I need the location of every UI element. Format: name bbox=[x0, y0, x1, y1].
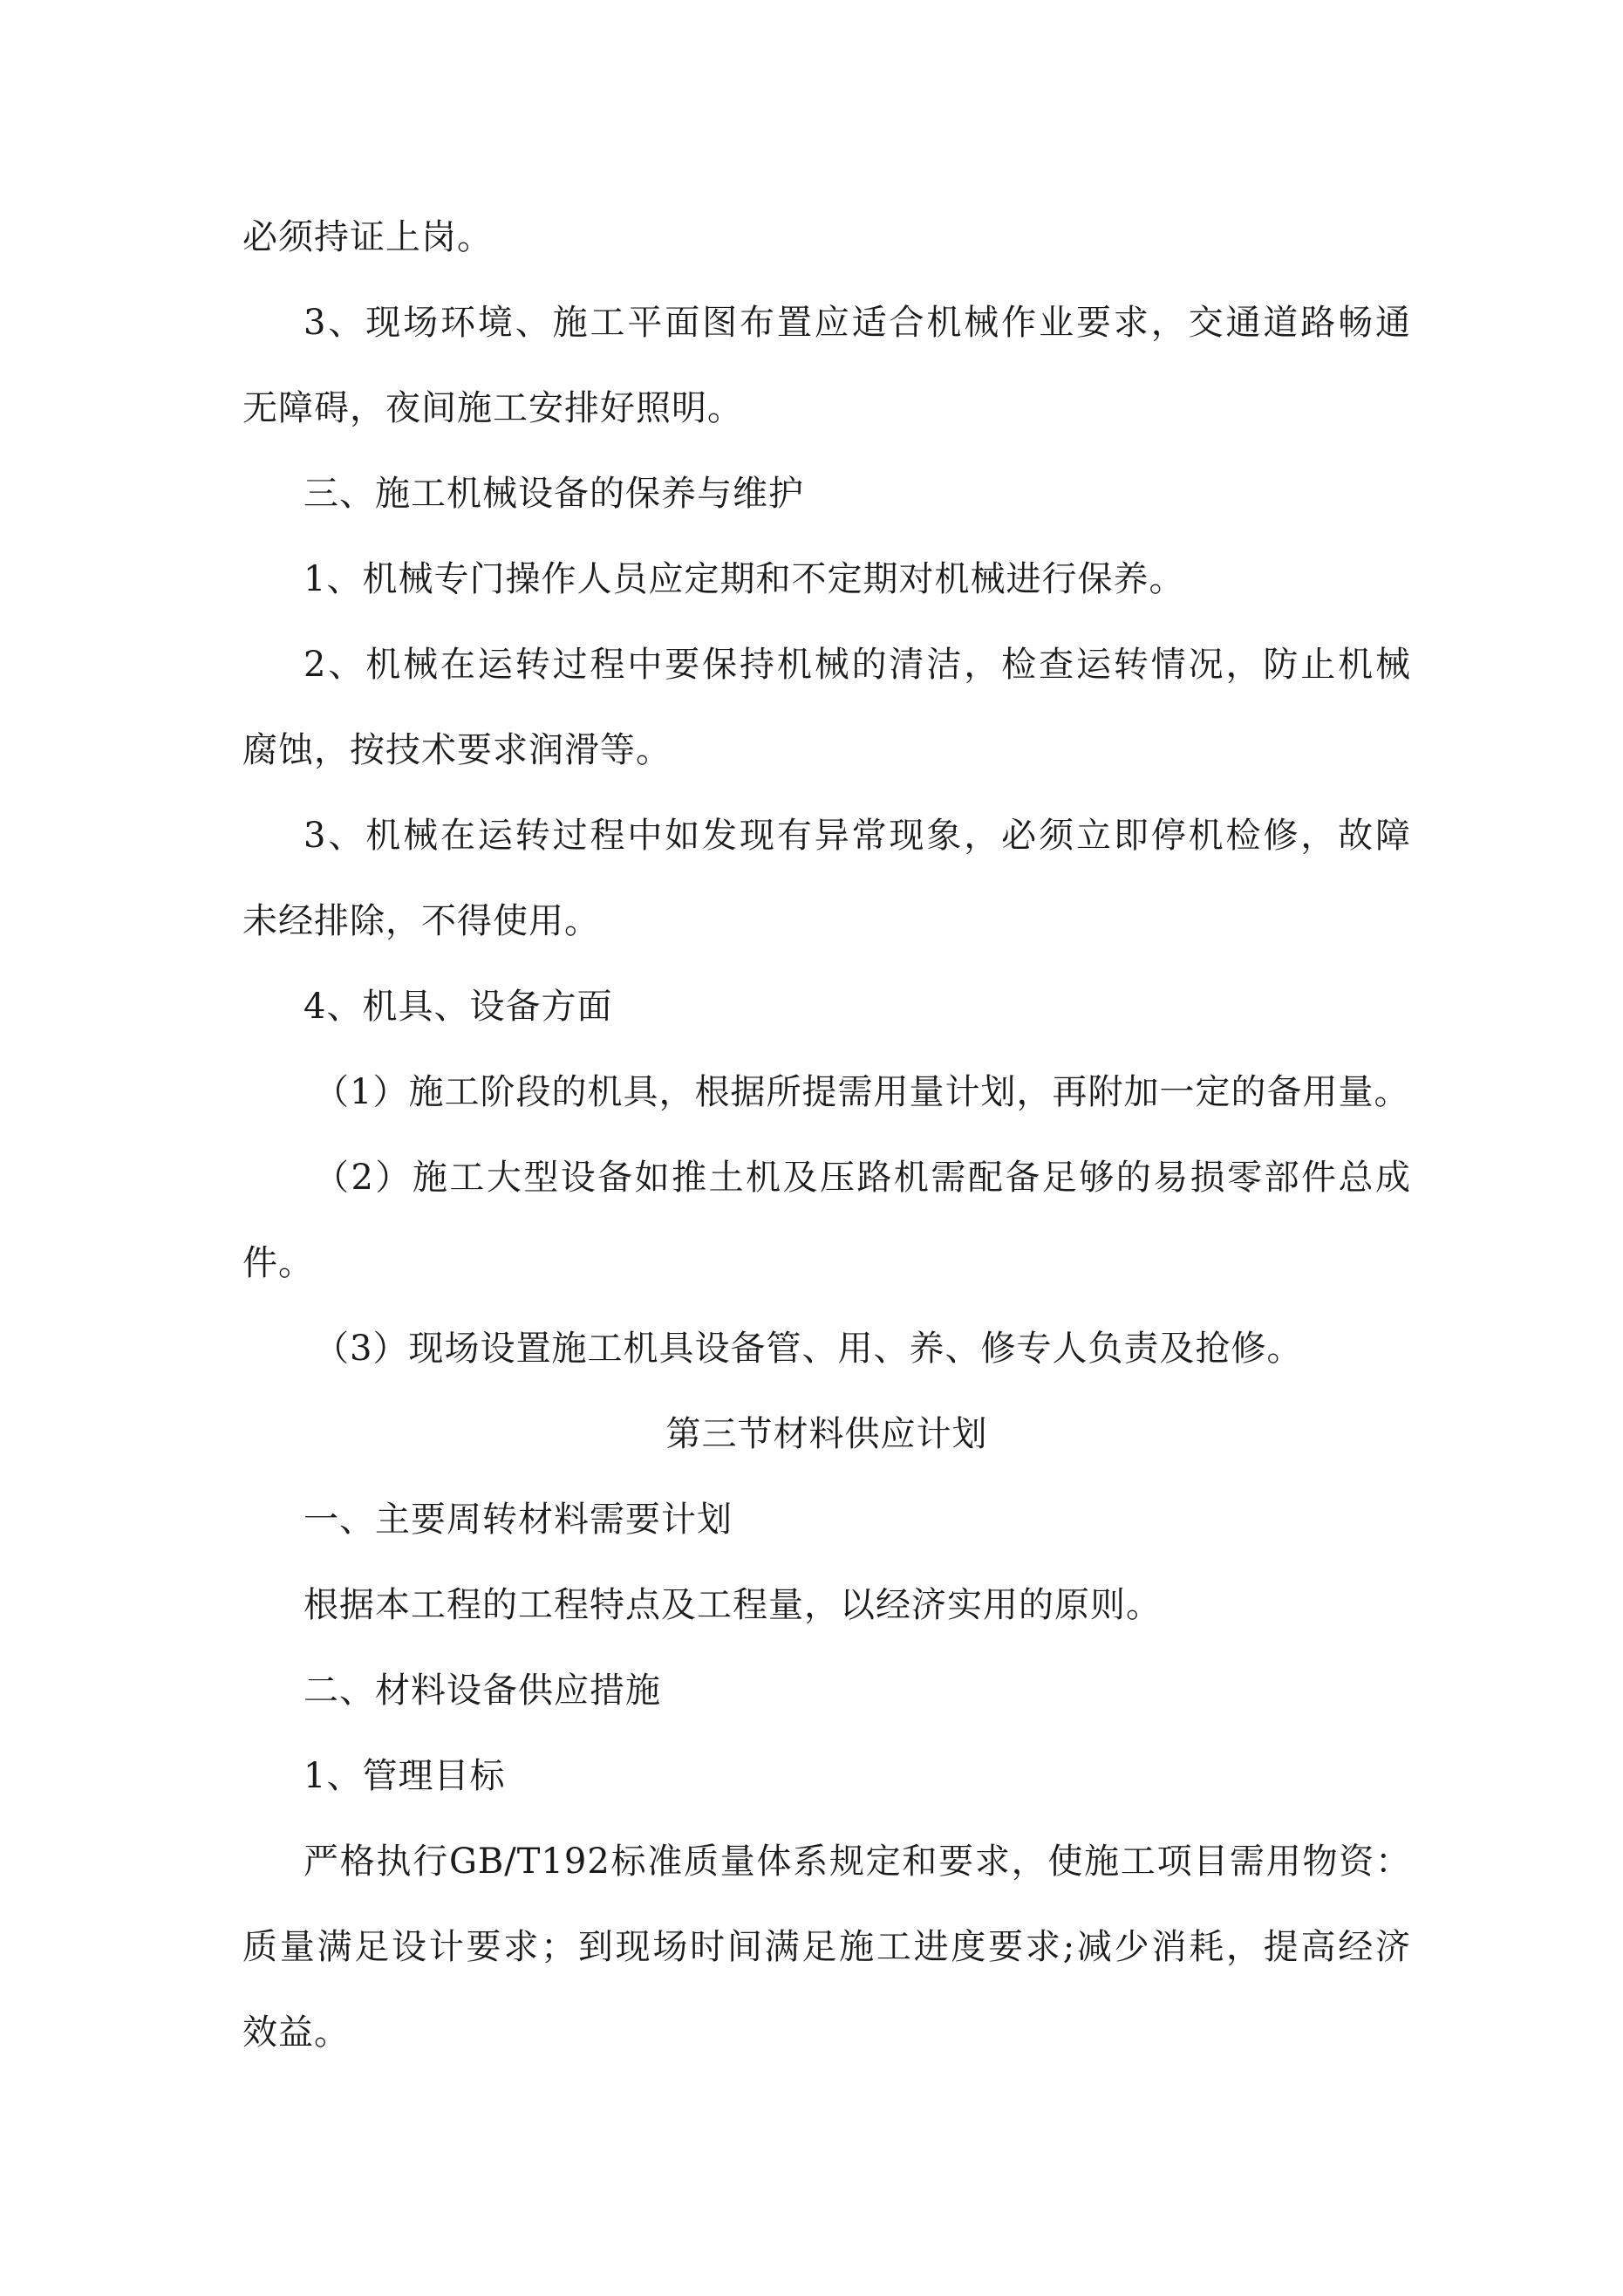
paragraph-line: （1）施工阶段的机具，根据所提需用量计划，再附加一定的备用量。 bbox=[314, 1072, 1410, 1112]
paragraph-line: 质量满足设计要求；到现场时间满足施工进度要求;减少消耗，提高经济 bbox=[242, 1927, 1411, 1967]
paragraph-line: 4、机具、设备方面 bbox=[303, 987, 613, 1027]
paragraph-line: （2）施工大型设备如推土机及压路机需配备足够的易损零部件总成 bbox=[314, 1158, 1411, 1198]
paragraph-line: 件。 bbox=[242, 1243, 314, 1283]
paragraph-line: 3、机械在运转过程中如发现有异常现象，必须立即停机检修，故障 bbox=[303, 816, 1411, 856]
paragraph-line: 必须持证上岗。 bbox=[242, 217, 493, 257]
section-heading: 三、施工机械设备的保养与维护 bbox=[303, 474, 804, 514]
paragraph-line: 根据本工程的工程特点及工程量，以经济实用的原则。 bbox=[303, 1585, 1162, 1625]
section-heading: 一、主要周转材料需要计划 bbox=[303, 1500, 733, 1540]
paragraph-line: （3）现场设置施工机具设备管、用、养、修专人负责及抢修。 bbox=[314, 1329, 1303, 1369]
paragraph-line: 效益。 bbox=[242, 2012, 350, 2053]
paragraph-line: 3、现场环境、施工平面图布置应适合机械作业要求，交通道路畅通 bbox=[303, 303, 1411, 343]
paragraph-line: 无障碍，夜间施工安排好照明。 bbox=[242, 388, 743, 428]
paragraph-line: 1、管理目标 bbox=[303, 1756, 506, 1796]
paragraph-line: 1、机械专门操作人员应定期和不定期对机械进行保养。 bbox=[303, 559, 1185, 599]
section-heading: 二、材料设备供应措施 bbox=[303, 1671, 661, 1711]
paragraph-line: 腐蚀，按技术要求润滑等。 bbox=[242, 730, 672, 770]
paragraph-line: 严格执行GB/T192标准质量体系规定和要求，使施工项目需用物资： bbox=[303, 1842, 1411, 1882]
paragraph-line: 未经排除，不得使用。 bbox=[242, 901, 600, 941]
section-title: 第三节材料供应计划 bbox=[665, 1414, 988, 1454]
paragraph-line: 2、机械在运转过程中要保持机械的清洁，检查运转情况，防止机械 bbox=[303, 645, 1411, 685]
